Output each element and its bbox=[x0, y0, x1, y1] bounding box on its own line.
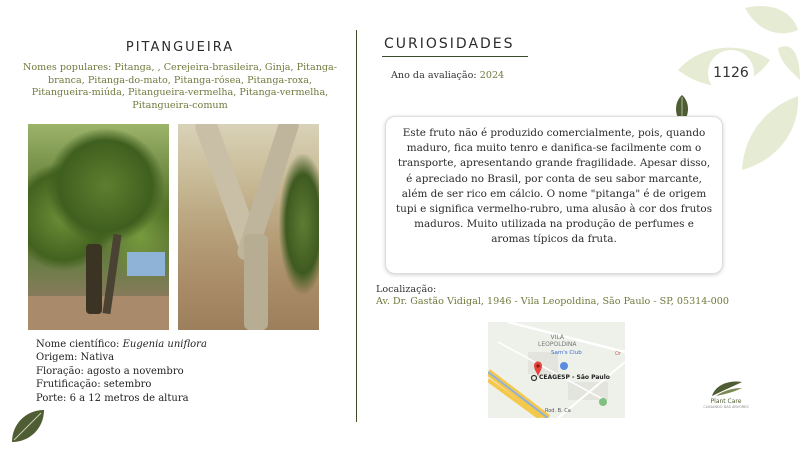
title-underline bbox=[382, 56, 528, 57]
location-map[interactable] bbox=[488, 322, 625, 418]
leaf-decoration bbox=[778, 46, 800, 80]
size-row: Porte: 6 a 12 metros de altura bbox=[36, 392, 189, 404]
flowering-row: Floração: agosto a novembro bbox=[36, 365, 184, 377]
species-title: PITANGUEIRA bbox=[125, 40, 235, 55]
record-number-badge: 1126 bbox=[708, 50, 754, 96]
popular-names: Nomes populares: Pitanga, , Cerejeira-brasileira, Ginja, Pitanga-branca, Pitanga-do-mato, Pitanga-rósea, Pitanga-roxa, Pitangueira-miúda, Pitangueira-vermelha, Pitanga-vermelha, Pitangueira-comum bbox=[22, 62, 338, 111]
location-address: Av. Dr. Gastão Vidigal, 1946 - Vila Leopoldina, São Paulo - SP, 05314-000 bbox=[376, 296, 729, 307]
curiosity-text: Este fruto não é produzido comercialmente, pois, quando maduro, fica muito tenro e danifica-se facilmente com o transporte, apresentando grande fragilidade. Apesar disso, é apreciado no Brasil, por conta de seu sabor marcante, além de ser rico em cálcio. O nome "pitanga" é de origem tupi e significa vermelho-rubro, uma alusão à cor dos frutos maduros. Muito utilizada na produção de perfumes e aromas típicos da fruta. bbox=[395, 127, 713, 246]
leaf-decoration bbox=[742, 96, 798, 170]
map-place-ceagesp: CEAGESP - São Paulo bbox=[539, 374, 610, 381]
scientific-name-row bbox=[36, 338, 207, 351]
scientific-name: Eugenia uniflora bbox=[122, 339, 207, 350]
fruiting-row: Frutificação: setembro bbox=[36, 379, 152, 391]
map-district-label: VILA LEOPOLDINA bbox=[538, 334, 577, 348]
location-label: Localização: bbox=[376, 284, 437, 295]
curiosity-card bbox=[385, 116, 723, 274]
plant-care-logo-icon bbox=[710, 378, 744, 398]
map-place-sams-club: Sam's Club bbox=[551, 350, 582, 356]
trunk-photo bbox=[178, 124, 319, 330]
origin-row: Origem: Nativa bbox=[36, 352, 115, 364]
map-street-label: Rod. B. Ca bbox=[545, 408, 571, 414]
curiosities-title: CURIOSIDADES bbox=[384, 36, 515, 52]
evaluation-year bbox=[391, 70, 504, 81]
leaf-decoration bbox=[745, 6, 798, 33]
year-value: 2024 bbox=[479, 70, 505, 81]
section-divider bbox=[356, 30, 357, 422]
store-marker-icon bbox=[560, 362, 568, 370]
plant-care-logo-text: Plant Care CUIDANDO DAS ÁRVORES bbox=[703, 398, 749, 409]
scientific-name-label: Nome científico: bbox=[36, 339, 120, 350]
species-info bbox=[36, 338, 207, 405]
map-edge-label: Or bbox=[615, 351, 621, 357]
leaf-icon-bottom-left bbox=[8, 406, 48, 446]
tree-photo bbox=[28, 124, 169, 330]
year-label: Ano da avaliação: bbox=[391, 70, 477, 81]
